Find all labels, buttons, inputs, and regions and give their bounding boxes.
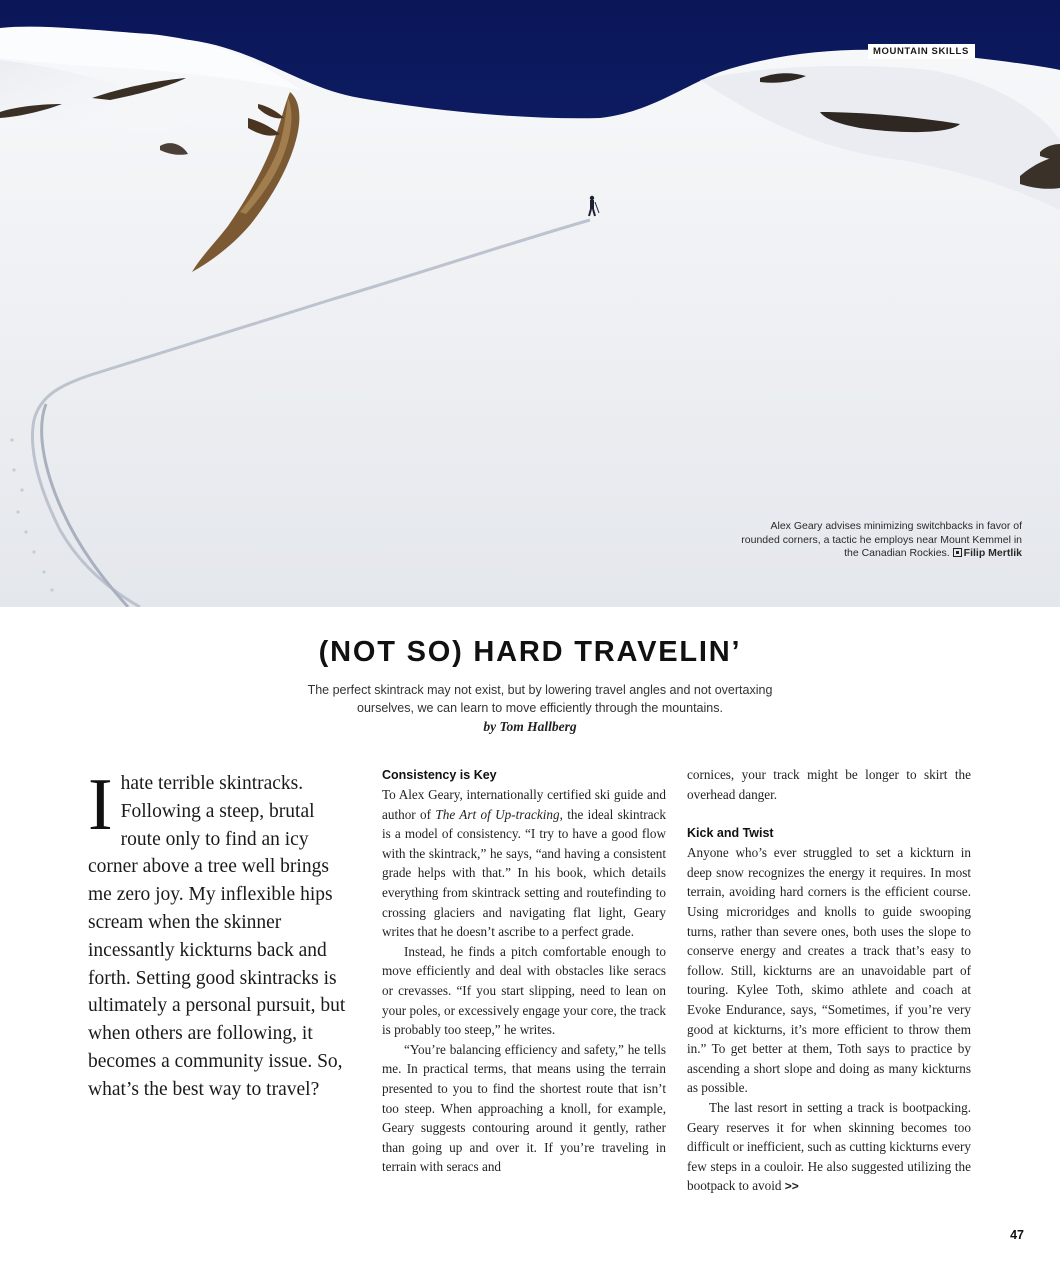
body-column-2 [382, 765, 666, 1177]
body-paragraph: To Alex Geary, internationally certified ski guide and author of The Art of Up-tracking, the ideal skintrack is a model of consistency. “I try to have a good flow with the skintrack,” he says, “and having a consistent grade helps with that.” In his book, which details everything from skintrack setting and routefinding to crossing glaciers and navigating flat light, Geary writes that he doesn’t ascribe to a perfect grade. [382, 787, 666, 940]
article-byline: by Tom Hallberg [483, 719, 577, 734]
camera-icon [953, 548, 962, 557]
photo-credit [953, 547, 1022, 559]
book-title: The Art of Up-tracking [435, 806, 560, 822]
hero-photo [0, 0, 1060, 607]
lede-text: hate terrible skintracks. Following a steep, brutal route only to find an icy corner above a tree well brings me zero joy. My inflexible hips scream when the skinner incessantly kickturns back and forth. Setting good skintracks is ultimately a personal pursuit, but when others are following, it becomes a community issue. So, what’s the best way to travel? [88, 773, 346, 1100]
section-heading-kick-and-twist: Kick and Twist [687, 826, 774, 841]
body-paragraph: Anyone who’s ever struggled to set a kickturn in deep snow recognizes the energy it requires. In most terrain, avoiding hard corners is the efficient course. Using microridges and knolls to guide swooping turns, rather than severe ones, both uses the slope to conserve energy and creates a track that’s easy to follow. Still, kickturns are an unavoidable part of touring. Kylee Toth, skimo athlete and coach at Evoke Endurance, says, “Sometimes, if you’re very good at kickturns, it’s more efficient to throw them in.” To get better at them, Toth says to practice by ascending a short slope and doing as many kickturns as possible. [687, 845, 971, 1096]
continue-marker: >> [784, 1179, 799, 1194]
body-paragraph: The last resort in setting a track is bootpacking. Geary reserves it for when skinning becomes too difficult or inefficient, such as cutting kickturns every few steps in a couloir. He also suggested utilizing the bootpack to avoid >> [687, 1099, 971, 1194]
body-paragraph: Instead, he finds a pitch comfortable enough to move efficiently and deal with obstacles like seracs or crevasses. “If you start slipping, need to lean on your poles, or excessively engage your core, the track is probably too steep,” he writes. [382, 943, 666, 1038]
article-dek: The perfect skintrack may not exist, but by lowering travel angles and not overtaxing ourselves, we can learn to move efficiently through the mountains. [307, 683, 773, 715]
section-tag: MOUNTAIN SKILLS [868, 44, 975, 59]
snow-slope-illustration [0, 0, 1060, 607]
body-paragraph: cornices, your track might be longer to skirt the overhead danger. [687, 767, 971, 802]
page-number: 47 [1010, 1228, 1024, 1242]
credit-name: Filip Mertlik [963, 547, 1022, 559]
body-paragraph: “You’re balancing efficiency and safety,” he tells me. In practical terms, that means using the terrain presented to you to find the shortest route that isn’t too steep. When approaching a knoll, for example, Geary suggests contouring around it gently, rather than going up and over it. If you’re traveling in terrain with seracs and [382, 1041, 666, 1175]
article-title: (NOT SO) HARD TRAVELIN’ [318, 636, 742, 668]
caption-text: Alex Geary advises minimizing switchbacks in favor of rounded corners, a tactic he employs near Mount Kemmel in the Canadian Rockies. [741, 520, 1022, 559]
lede-column [88, 764, 350, 1104]
body-column-3 [687, 765, 971, 1197]
photo-caption [732, 520, 1022, 561]
drop-cap: I [88, 764, 113, 846]
section-heading-consistency: Consistency is Key [382, 768, 497, 782]
